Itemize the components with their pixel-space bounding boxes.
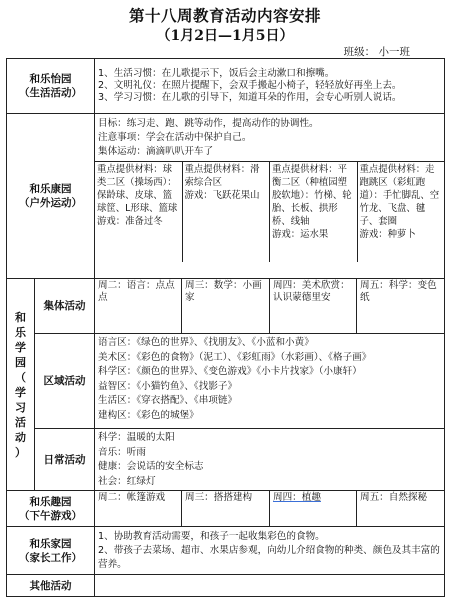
- material-col-1: [95, 162, 182, 262]
- row-other: [7, 575, 445, 597]
- health-note: 注意事项：学会在活动中保护自己。: [98, 132, 252, 143]
- learning-char: （: [15, 370, 26, 384]
- row-learning-area: [7, 334, 445, 429]
- section-family-content: [95, 527, 445, 575]
- fun-item-thu: [270, 491, 357, 527]
- section-other-header: [7, 575, 95, 597]
- fun-item-thu-text: 周四：植趣: [273, 492, 321, 503]
- material-1-text: 重点提供材料：球类二区（操场西）：保龄球、皮球、篮球筐、L形球、篮球: [97, 164, 178, 214]
- family-line-1: 1、协助教育活动需要，和孩子一起收集彩色的食物。: [98, 531, 325, 542]
- group-item-fri-text: 周五：科学：变色纸: [360, 280, 437, 303]
- daily-activity-content: [95, 429, 445, 491]
- health-group: 集体运动：滴滴叭叭开车了: [98, 146, 214, 157]
- life-line-1: 1、生活习惯：在儿歌提示下，饭后会主动漱口和擦嘴。: [98, 68, 335, 79]
- area-line-language: 语言区：《绿色的世界》、《找朋友》、《小蓝和小黄》: [98, 337, 314, 348]
- material-col-2: [182, 162, 270, 262]
- material-3-text: 重点提供材料：平衡二区（种植园塑胶软地）：竹梯、轮胎、长板、拱形桥、线轴: [272, 164, 352, 227]
- group-item-wed: [182, 279, 270, 334]
- schedule-table: [6, 58, 445, 597]
- fun-item-tue: [95, 491, 182, 527]
- material-1-game: 游戏：准备过冬: [97, 216, 163, 227]
- material-4-text: 重点提供材料：走跑跳区（彩虹跑道）：手忙脚乱、空竹龙、飞盘、毽子、套圈: [359, 164, 440, 227]
- learning-char: 园: [15, 355, 26, 369]
- learning-char: 和: [15, 310, 26, 324]
- section-health-sub: （户外运动）: [19, 197, 82, 209]
- section-health-content: [95, 114, 445, 279]
- section-life-header: [7, 59, 95, 114]
- health-goal: 目标：练习走、跑、跳等动作，提高动作的协调性。: [98, 118, 319, 129]
- life-line-2: 2、文明礼仪：在照片提醒下，会双手搬起小椅子，轻轻放好再坐上去。: [98, 80, 402, 91]
- fun-item-wed: [182, 491, 270, 527]
- material-col-3: [269, 162, 357, 262]
- learning-char: 习: [15, 400, 26, 414]
- section-family-header: [7, 527, 95, 575]
- section-fun-name: 和乐趣园: [29, 495, 72, 508]
- group-item-fri: [357, 279, 445, 334]
- section-fun-header: [7, 491, 95, 527]
- learning-char: 活: [15, 415, 26, 429]
- section-other-name: 其他活动: [29, 579, 72, 592]
- learning-char: 乐: [15, 325, 26, 339]
- area-line-life: 生活区：《穿衣搭配》、《串项链》: [98, 395, 238, 406]
- row-family: [7, 527, 445, 575]
- daily-activity-label: 日常活动: [35, 429, 95, 491]
- learning-char: 学: [15, 385, 26, 399]
- page-title: 第十八周教育活动内容安排: [128, 6, 321, 25]
- date-range: （1月2日—1月5日）: [156, 28, 294, 44]
- group-item-thu: [270, 279, 357, 334]
- material-2-text: 重点提供材料：滑索综合区: [184, 164, 260, 188]
- material-4-game: 游戏：种萝卜: [359, 229, 416, 240]
- area-line-puzzle: 益智区：《小猫钓鱼》、《找影子》: [98, 380, 238, 392]
- learning-char: 学: [15, 340, 26, 354]
- area-activity-content: [95, 334, 445, 429]
- group-item-thu-text: 周四：美术欣赏：认识蒙德里安: [273, 280, 350, 303]
- section-family-sub: （家长工作）: [19, 551, 82, 564]
- row-learning-daily: [7, 429, 445, 491]
- section-life-content: [95, 59, 445, 114]
- learning-char: 动: [15, 430, 26, 444]
- group-activity-label: 集体活动: [35, 279, 95, 334]
- row-fun: [7, 491, 445, 527]
- row-life: [7, 59, 445, 114]
- class-label: 班级：: [343, 46, 376, 58]
- section-learning-header: [7, 279, 35, 491]
- daily-line-health: 健康：会说话的安全标志: [98, 461, 204, 472]
- area-line-build: 建构区：《彩色的城堡》: [98, 409, 199, 421]
- life-line-3: 3、学习习惯：在儿歌的引导下，知道耳朵的作用，会专心听别人说话。: [98, 92, 402, 103]
- class-value: 小一班: [378, 46, 410, 58]
- area-line-science: 科学区：《颜色的世界》、《变色游戏》《小卡片找家》（小康轩）: [98, 366, 362, 377]
- group-item-tue: [95, 279, 182, 334]
- group-item-wed-text: 周三：数学：小画家: [185, 280, 262, 303]
- material-2-game: 游戏：飞跃花果山: [184, 190, 260, 201]
- material-col-4: [357, 162, 445, 262]
- family-line-2: 2、带孩子去菜场、超市、水果店参观，向幼儿介绍食物的种类、颜色及其丰富的营养。: [98, 545, 440, 570]
- daily-line-science: 科学：温暖的太阳: [98, 432, 175, 443]
- area-line-art: 美术区：《彩色的食物》（泥工）、《彩虹雨》（水彩画）、《格子画》: [98, 351, 372, 363]
- row-health: [7, 114, 445, 279]
- section-health-header: [7, 114, 95, 279]
- section-health-name: 和乐康园: [29, 183, 72, 195]
- daily-line-music: 音乐：听雨: [98, 446, 146, 458]
- area-activity-label: 区域活动: [35, 334, 95, 429]
- learning-char: ）: [15, 445, 26, 459]
- row-learning-group: [7, 279, 445, 334]
- fun-item-wed-text: 周三：搭搭建构: [185, 492, 253, 503]
- section-life-name: 和乐怡园: [29, 73, 72, 85]
- material-3-game: 游戏：运水果: [272, 229, 329, 240]
- daily-line-social: 社会：红绿灯: [98, 475, 156, 487]
- section-fun-sub: （下午游戏）: [19, 509, 82, 522]
- class-info: [344, 44, 410, 59]
- section-life-sub: （生活活动）: [19, 87, 82, 99]
- section-family-name: 和乐家园: [29, 537, 72, 550]
- fun-item-fri-text: 周五：自然探秘: [360, 492, 428, 503]
- fun-item-tue-text: 周二：帐篷游戏: [98, 492, 166, 503]
- section-other-content: [95, 575, 445, 597]
- group-item-tue-text: 周二：语言：点点点: [98, 280, 175, 303]
- fun-item-fri: [357, 491, 445, 527]
- materials-grid: [95, 161, 444, 262]
